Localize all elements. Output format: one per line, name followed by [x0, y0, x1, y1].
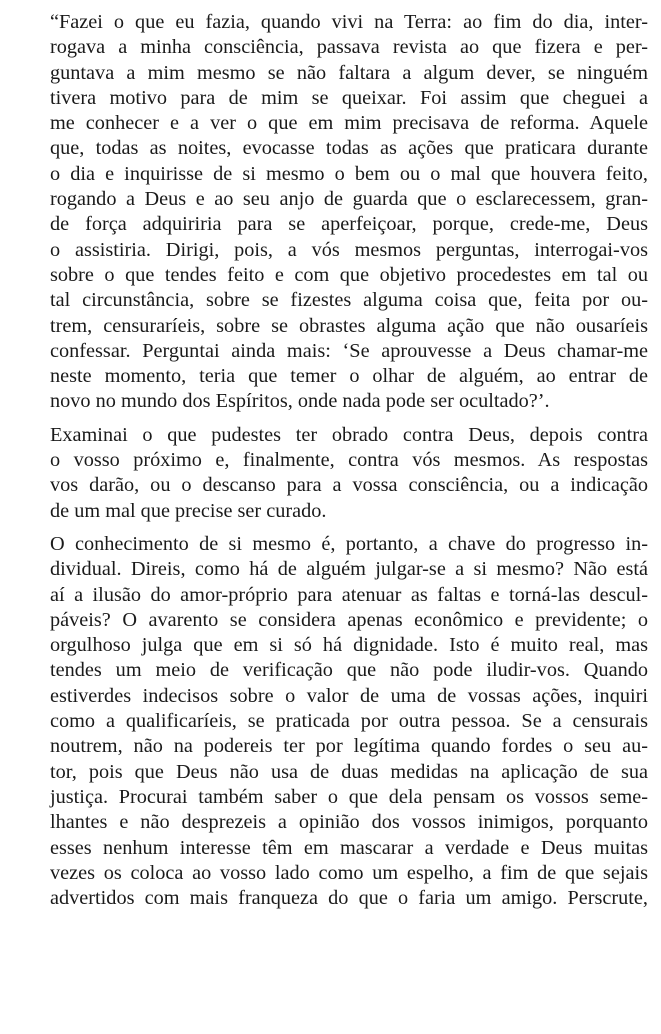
text-line: o dia e inquirisse de si mesmo o bem ou o mal que houvera feito,: [50, 162, 648, 185]
text-line: estiverdes indecisos sobre o valor de uma de vossas ações, inquiri: [50, 684, 648, 707]
text-line: novo no mundo dos Espíritos, onde nada pode ser ocultado?’.: [50, 390, 550, 413]
text-line: neste momento, teria que temer o olhar de alguém, ao entrar de: [50, 365, 648, 388]
text-line: tendes um meio de verificação que não pode iludir-vos. Quando: [50, 659, 648, 682]
text-line: o vosso próximo e, finalmente, contra vós mesmos. As respostas: [50, 449, 648, 472]
paragraph-spacer: [50, 415, 648, 423]
text-line: de força adquiriria para se aperfeiçoar, porque, crede-me, Deus: [50, 213, 648, 236]
text-line: O conhecimento de si mesmo é, portanto, a chave do progresso in-: [50, 532, 648, 555]
document-page: [50, 10, 648, 911]
paragraph-spacer: [50, 524, 648, 532]
text-line: como a qualificaríeis, se praticada por outra pessoa. Se a censurais: [50, 710, 648, 733]
text-line: Examinai o que pudestes ter obrado contra Deus, depois contra: [50, 423, 648, 446]
text-line: guntava a mim mesmo se não faltara a algum dever, se ninguém: [50, 61, 648, 84]
text-line: vos darão, ou o descanso para a vossa consciência, ou a indicação: [50, 474, 648, 497]
text-line: de um mal que precise ser curado.: [50, 499, 327, 522]
text-line: rogando a Deus e ao seu anjo de guarda que o esclarecessem, gran-: [50, 188, 648, 211]
text-line: esses nenhum interesse têm em mascarar a verdade e Deus muitas: [50, 836, 648, 859]
text-line: tor, pois que Deus não usa de duas medidas na aplicação de sua: [50, 760, 648, 783]
text-line: sobre o que tendes feito e com que objetivo procedestes em tal ou: [50, 263, 648, 286]
text-line: justiça. Procurai também saber o que dela pensam os vossos seme-: [50, 785, 648, 808]
text-line: aí a ilusão do amor-próprio para atenuar as faltas e torná-las descul-: [50, 583, 648, 606]
paragraph-2: [50, 423, 648, 524]
text-line: orgulhoso julga que em si só há dignidade. Isto é muito real, mas: [50, 634, 648, 657]
text-line: páveis? O avarento se considera apenas econômico e previdente; o: [50, 608, 648, 631]
text-line: trem, censuraríeis, sobre se obrastes alguma ação que não ousaríeis: [50, 314, 648, 337]
text-line: dividual. Direis, como há de alguém julgar-se a si mesmo? Não está: [50, 558, 648, 581]
text-line: vezes os coloca ao vosso lado como um espelho, a fim de que sejais: [50, 861, 648, 884]
paragraph-1: [50, 10, 648, 415]
text-line: rogava a minha consciência, passava revista ao que fizera e per-: [50, 36, 648, 59]
text-line: me conhecer e a ver o que em mim precisava de reforma. Aquele: [50, 112, 648, 135]
text-line: o assistiria. Dirigi, pois, a vós mesmos perguntas, interrogai-vos: [50, 238, 648, 261]
text-line: “Fazei o que eu fazia, quando vivi na Terra: ao fim do dia, inter-: [50, 11, 648, 33]
text-line: confessar. Perguntai ainda mais: ‘Se aprouvesse a Deus chamar-me: [50, 339, 648, 362]
text-line: lhantes e não desprezeis a opinião dos vossos inimigos, porquanto: [50, 811, 648, 834]
text-line: tal circunstância, sobre se fizestes alguma coisa que, feita por ou-: [50, 289, 648, 312]
text-line: que, todas as noites, evocasse todas as ações que praticara durante: [50, 137, 648, 160]
paragraph-3: [50, 532, 648, 911]
text-line: noutrem, não na podereis ter por legítima quando fordes o seu au-: [50, 735, 648, 758]
text-line: tivera motivo para de mim se queixar. Foi assim que cheguei a: [50, 86, 648, 109]
text-line: advertidos com mais franqueza do que o faria um amigo. Perscrute,: [50, 887, 648, 910]
